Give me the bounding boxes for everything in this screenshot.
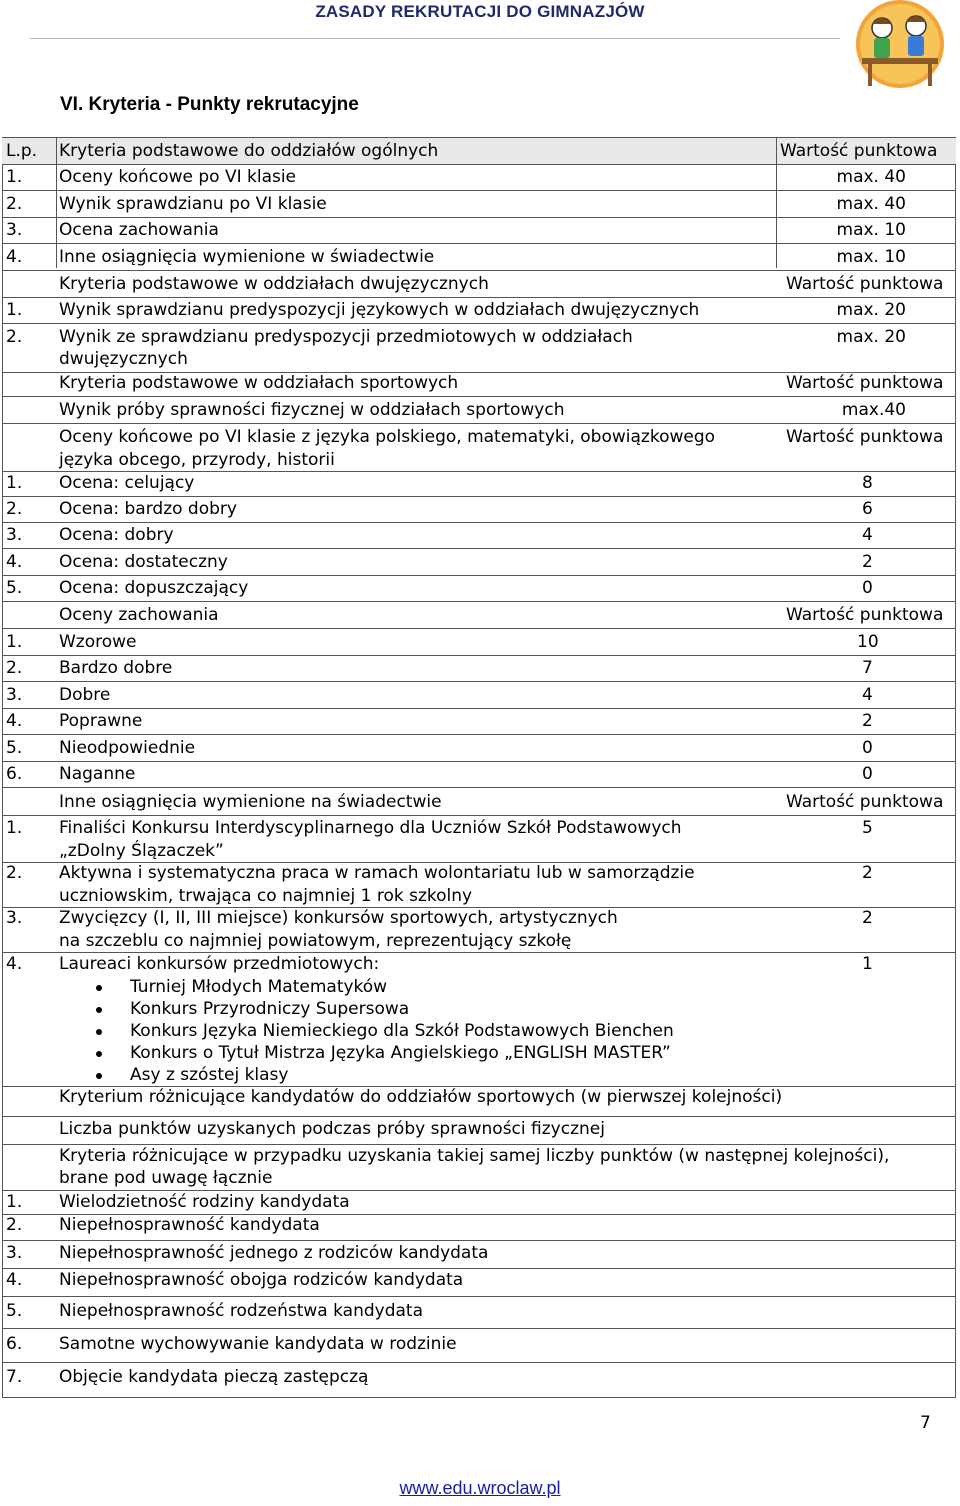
- row-value: 10: [857, 632, 879, 652]
- header-lp: L.p.: [6, 141, 38, 161]
- column-divider-value: [776, 138, 777, 268]
- row-divider: [2, 601, 956, 602]
- row-criterion: Inne osiągnięcia wymienione w świadectwie: [59, 247, 435, 267]
- row-number: 4.: [6, 954, 23, 974]
- row-value: 0: [862, 764, 873, 784]
- row-number: 5.: [6, 738, 23, 758]
- row-divider: [2, 270, 956, 271]
- row-divider: [2, 217, 956, 218]
- row-value: max.40: [841, 400, 906, 420]
- subsection-title: Oceny końcowe po VI klasie z języka polskiego, matematyki, obowiązkowego: [59, 427, 716, 447]
- row-number: 2.: [6, 658, 23, 678]
- row-criterion-continued: na szczeblu co najmniej powiatowym, reprezentujący szkołę: [59, 931, 572, 951]
- row-divider: [2, 164, 956, 165]
- header-criteria: Kryteria podstawowe do oddziałów ogólnych: [59, 141, 439, 161]
- row-value: max. 20: [836, 327, 906, 347]
- row-divider: [2, 708, 956, 709]
- row-divider: [2, 628, 956, 629]
- subsection-title: Kryteria różnicujące w przypadku uzyskania takiej samej liczby punktów (w następnej kolejności),: [59, 1146, 890, 1166]
- row-number: 3.: [6, 908, 23, 928]
- list-item: Konkurs o Tytuł Mistrza Języka Angielskiego „ENGLISH MASTER”: [92, 1042, 674, 1064]
- row-value: 2: [862, 552, 873, 572]
- list-item: Konkurs Języka Niemieckiego dla Szkół Podstawowych Bienchen: [92, 1020, 674, 1042]
- subsection-value-label: Wartość punktowa: [786, 605, 944, 625]
- row-number: 2.: [6, 1215, 23, 1235]
- row-value: 0: [862, 738, 873, 758]
- row-criterion: Aktywna i systematyczna praca w ramach wolontariatu lub w samorządzie: [59, 863, 695, 883]
- row-value: 2: [862, 711, 873, 731]
- row-divider: [2, 787, 956, 788]
- row-criterion: Wynik sprawdzianu po VI klasie: [59, 194, 327, 214]
- row-criterion: Ocena: bardzo dobry: [59, 499, 237, 519]
- subsection-title: Oceny zachowania: [59, 605, 219, 625]
- row-criterion: Bardzo dobre: [59, 658, 173, 678]
- subsection-value-label: Wartość punktowa: [786, 792, 944, 812]
- row-divider: [2, 575, 956, 576]
- row-number: 7.: [6, 1367, 23, 1387]
- row-divider: [2, 1296, 956, 1297]
- column-divider-lp: [56, 138, 57, 268]
- row-criterion: Ocena: dostateczny: [59, 552, 228, 572]
- row-number: 3.: [6, 525, 23, 545]
- row-number: 6.: [6, 764, 23, 784]
- subsection-title-continued: języka obcego, przyrody, historii: [59, 450, 335, 470]
- row-divider: [2, 1328, 956, 1329]
- row-criterion-continued: uczniowskim, trwająca co najmniej 1 rok szkolny: [59, 886, 473, 906]
- row-criterion: Nieodpowiednie: [59, 738, 196, 758]
- row-value: max. 10: [836, 220, 906, 240]
- row-criterion: Wynik ze sprawdzianu predyspozycji przedmiotowych w oddziałach: [59, 327, 633, 347]
- row-criterion: Ocena zachowania: [59, 220, 219, 240]
- row-number: 4.: [6, 552, 23, 572]
- row-number: 4.: [6, 711, 23, 731]
- row-value: max. 20: [836, 300, 906, 320]
- laureates-contest-list: [92, 976, 674, 1086]
- row-divider: [2, 496, 956, 497]
- row-divider: [2, 423, 956, 424]
- row-number: 4.: [6, 1270, 23, 1290]
- row-value: 4: [862, 685, 873, 705]
- row-divider: [2, 522, 956, 523]
- subsection-value-label: Wartość punktowa: [786, 373, 944, 393]
- row-criterion: Zwycięzcy (I, II, III miejsce) konkursów sportowych, artystycznych: [59, 908, 618, 928]
- subsection-title: Inne osiągnięcia wymienione na świadectwie: [59, 792, 442, 812]
- row-number: 5.: [6, 578, 23, 598]
- row-value: 5: [862, 818, 873, 838]
- row-number: 3.: [6, 220, 23, 240]
- subsection-value-label: Wartość punktowa: [786, 427, 944, 447]
- row-criterion: Niepełnosprawność obojga rodziców kandydata: [59, 1270, 464, 1290]
- document-header-title: ZASADY REKRUTACJI DO GIMNAZJÓW: [315, 2, 645, 21]
- row-divider: [2, 323, 956, 324]
- row-divider: [2, 734, 956, 735]
- row-criterion: Niepełnosprawność rodzeństwa kandydata: [59, 1301, 423, 1321]
- list-item: Asy z szóstej klasy: [92, 1064, 674, 1086]
- row-number: 1.: [6, 632, 23, 652]
- row-number: 1.: [6, 818, 23, 838]
- row-number: 4.: [6, 247, 23, 267]
- row-divider: [2, 396, 956, 397]
- row-value: 4: [862, 525, 873, 545]
- row-criterion: Laureaci konkursów przedmiotowych:: [59, 954, 380, 974]
- list-item: Turniej Młodych Matematyków: [92, 976, 674, 998]
- row-criterion: Niepełnosprawność jednego z rodziców kandydata: [59, 1243, 489, 1263]
- row-value: 7: [862, 658, 873, 678]
- row-divider: [2, 548, 956, 549]
- row-criterion: Niepełnosprawność kandydata: [59, 1215, 320, 1235]
- school-children-icon: [840, 0, 960, 92]
- row-value: max. 40: [836, 194, 906, 214]
- row-criterion: Liczba punktów uzyskanych podczas próby sprawności fizycznej: [59, 1119, 605, 1139]
- row-criterion: Ocena: celujący: [59, 473, 195, 493]
- section-title: VI. Kryteria - Punkty rekrutacyjne: [60, 94, 359, 115]
- row-number: 1.: [6, 167, 23, 187]
- row-number: 1.: [6, 1192, 23, 1212]
- row-value: 2: [862, 863, 873, 883]
- row-criterion: Objęcie kandydata pieczą zastępczą: [59, 1367, 369, 1387]
- row-criterion: Finaliści Konkursu Interdyscyplinarnego dla Uczniów Szkół Podstawowych: [59, 818, 682, 838]
- list-item: Konkurs Przyrodniczy Supersowa: [92, 998, 674, 1020]
- row-divider: [2, 471, 956, 472]
- row-number: 2.: [6, 863, 23, 883]
- row-divider: [2, 655, 956, 656]
- row-number: 5.: [6, 1301, 23, 1321]
- subsection-value-label: Wartość punktowa: [786, 274, 944, 294]
- row-criterion: Ocena: dobry: [59, 525, 174, 545]
- row-number: 6.: [6, 1334, 23, 1354]
- row-criterion: Poprawne: [59, 711, 143, 731]
- row-divider: [2, 952, 956, 953]
- row-number: 1.: [6, 300, 23, 320]
- row-value: max. 10: [836, 247, 906, 267]
- row-number: 2.: [6, 327, 23, 347]
- row-value: 8: [862, 473, 873, 493]
- row-criterion: Oceny końcowe po VI klasie: [59, 167, 297, 187]
- row-criterion-continued: dwujęzycznych: [59, 349, 188, 369]
- row-criterion: Ocena: dopuszczający: [59, 578, 249, 598]
- row-number: 1.: [6, 473, 23, 493]
- row-value: 2: [862, 908, 873, 928]
- row-divider: [2, 243, 956, 244]
- row-divider: [2, 1190, 956, 1191]
- row-criterion: Wynik sprawdzianu predyspozycji językowych w oddziałach dwujęzycznych: [59, 300, 700, 320]
- row-criterion: Wzorowe: [59, 632, 137, 652]
- row-divider: [2, 297, 956, 298]
- row-number: 2.: [6, 194, 23, 214]
- subsection-title-continued: brane pod uwagę łącznie: [59, 1168, 273, 1188]
- footer-website-link[interactable]: www.edu.wroclaw.pl: [399, 1478, 561, 1498]
- header-value: Wartość punktowa: [780, 141, 938, 161]
- row-divider: [2, 190, 956, 191]
- row-divider: [2, 1116, 956, 1117]
- header-divider: [30, 38, 840, 39]
- row-number: 3.: [6, 685, 23, 705]
- row-criterion: Wynik próby sprawności fizycznej w oddziałach sportowych: [59, 400, 565, 420]
- row-criterion: Dobre: [59, 685, 111, 705]
- page-number: 7: [920, 1413, 931, 1433]
- row-divider: [2, 1268, 956, 1269]
- row-divider: [2, 1362, 956, 1363]
- row-number: 3.: [6, 1243, 23, 1263]
- row-criterion: Wielodzietność rodziny kandydata: [59, 1192, 350, 1212]
- row-divider: [2, 681, 956, 682]
- row-value: 6: [862, 499, 873, 519]
- row-criterion: Naganne: [59, 764, 136, 784]
- subsection-title: Kryterium różnicujące kandydatów do oddziałów sportowych (w pierwszej kolejności): [59, 1087, 783, 1107]
- row-value: 1: [862, 954, 873, 974]
- row-value: 0: [862, 578, 873, 598]
- subsection-title: Kryteria podstawowe w oddziałach sportowych: [59, 373, 459, 393]
- row-value: max. 40: [836, 167, 906, 187]
- row-divider: [2, 1240, 956, 1241]
- row-criterion-continued: „zDolny Ślązaczek”: [59, 841, 224, 861]
- row-number: 2.: [6, 499, 23, 519]
- row-criterion: Samotne wychowywanie kandydata w rodzinie: [59, 1334, 457, 1354]
- row-divider: [2, 761, 956, 762]
- row-divider: [2, 815, 956, 816]
- row-divider: [2, 1144, 956, 1145]
- subsection-title: Kryteria podstawowe w oddziałach dwujęzycznych: [59, 274, 489, 294]
